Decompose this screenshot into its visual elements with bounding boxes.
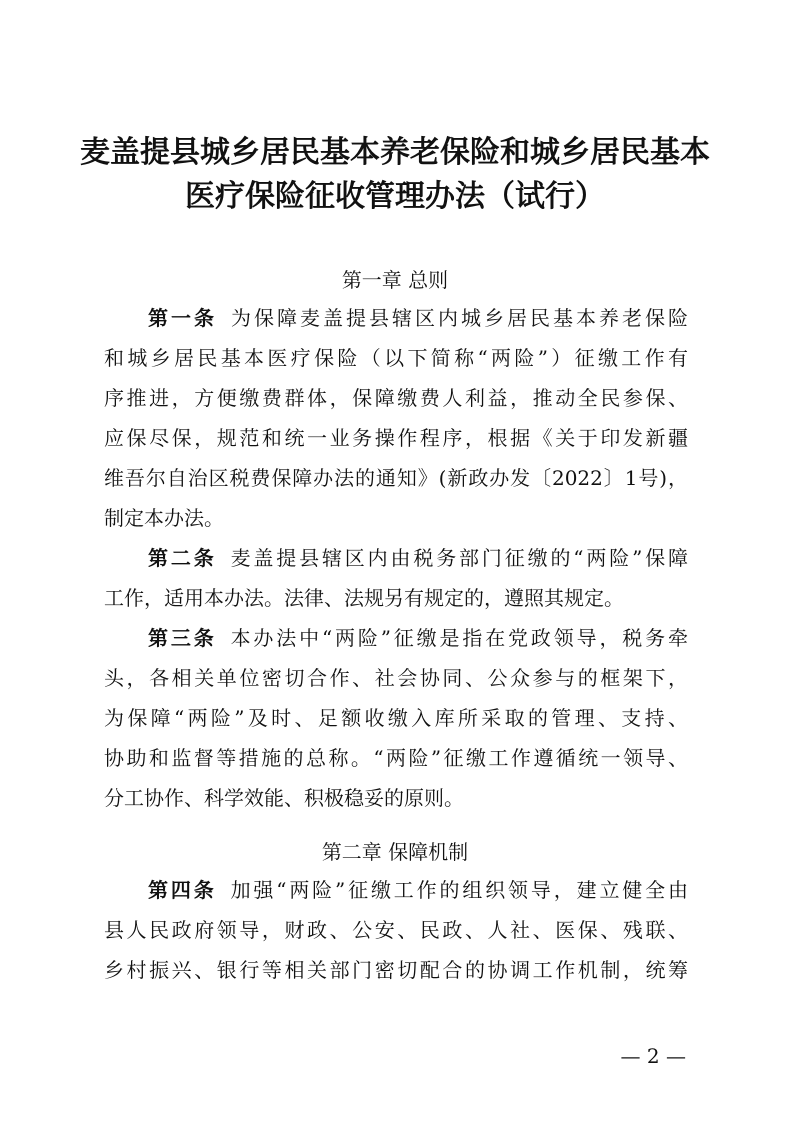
article-line: 维吾尔自治区税费保障办法的通知》(新政办发〔2022〕1号)，: [104, 466, 688, 490]
document-title-line-2: 医疗保险征收管理办法（试行）: [185, 179, 605, 214]
article-line: 和城乡居民基本医疗保险（以下简称“两险”）征缴工作有: [104, 346, 688, 370]
article-label: 第四条: [148, 878, 217, 902]
article-line: 第三条 本办法中“两险”征缴是指在党政领导，税务牵: [148, 626, 689, 650]
article-line: 头，各相关单位密切合作、社会协同、公众参与的框架下，: [104, 666, 688, 690]
article-line: 分工协作、科学效能、积极稳妥的原则。: [104, 786, 464, 810]
page-number: — 2 —: [620, 1044, 686, 1068]
article-line: 协助和监督等措施的总称。“两险”征缴工作遵循统一领导、: [104, 746, 688, 770]
article-label: 第一条: [148, 306, 217, 330]
chapter-heading: 第一章 总则: [341, 268, 449, 292]
article-label: 第二条: [148, 546, 217, 570]
chapter-heading: 第二章 保障机制: [321, 840, 469, 864]
article-line: 制定本办法。: [104, 506, 224, 530]
article-label: 第三条: [148, 626, 217, 650]
article-line: 第一条 为保障麦盖提县辖区内城乡居民基本养老保险: [148, 306, 688, 330]
article-line: 应保尽保，规范和统一业务操作程序，根据《关于印发新疆: [104, 426, 688, 450]
article-line: 县人民政府领导，财政、公安、民政、人社、医保、残联、: [104, 918, 688, 942]
article-line: 为保障“两险”及时、足额收缴入库所采取的管理、支持、: [104, 706, 688, 730]
article-line: 序推进，方便缴费群体，保障缴费人利益，推动全民参保、: [104, 386, 688, 410]
article-line: 第四条 加强“两险”征缴工作的组织领导，建立健全由: [148, 878, 689, 902]
document-title-line-1: 麦盖提县城乡居民基本养老保险和城乡居民基本: [80, 135, 710, 170]
article-line: 乡村振兴、银行等相关部门密切配合的协调工作机制，统筹: [104, 958, 688, 982]
article-line: 第二条 麦盖提县辖区内由税务部门征缴的“两险”保障: [148, 546, 689, 570]
article-line: 工作，适用本办法。法律、法规另有规定的，遵照其规定。: [104, 586, 624, 610]
